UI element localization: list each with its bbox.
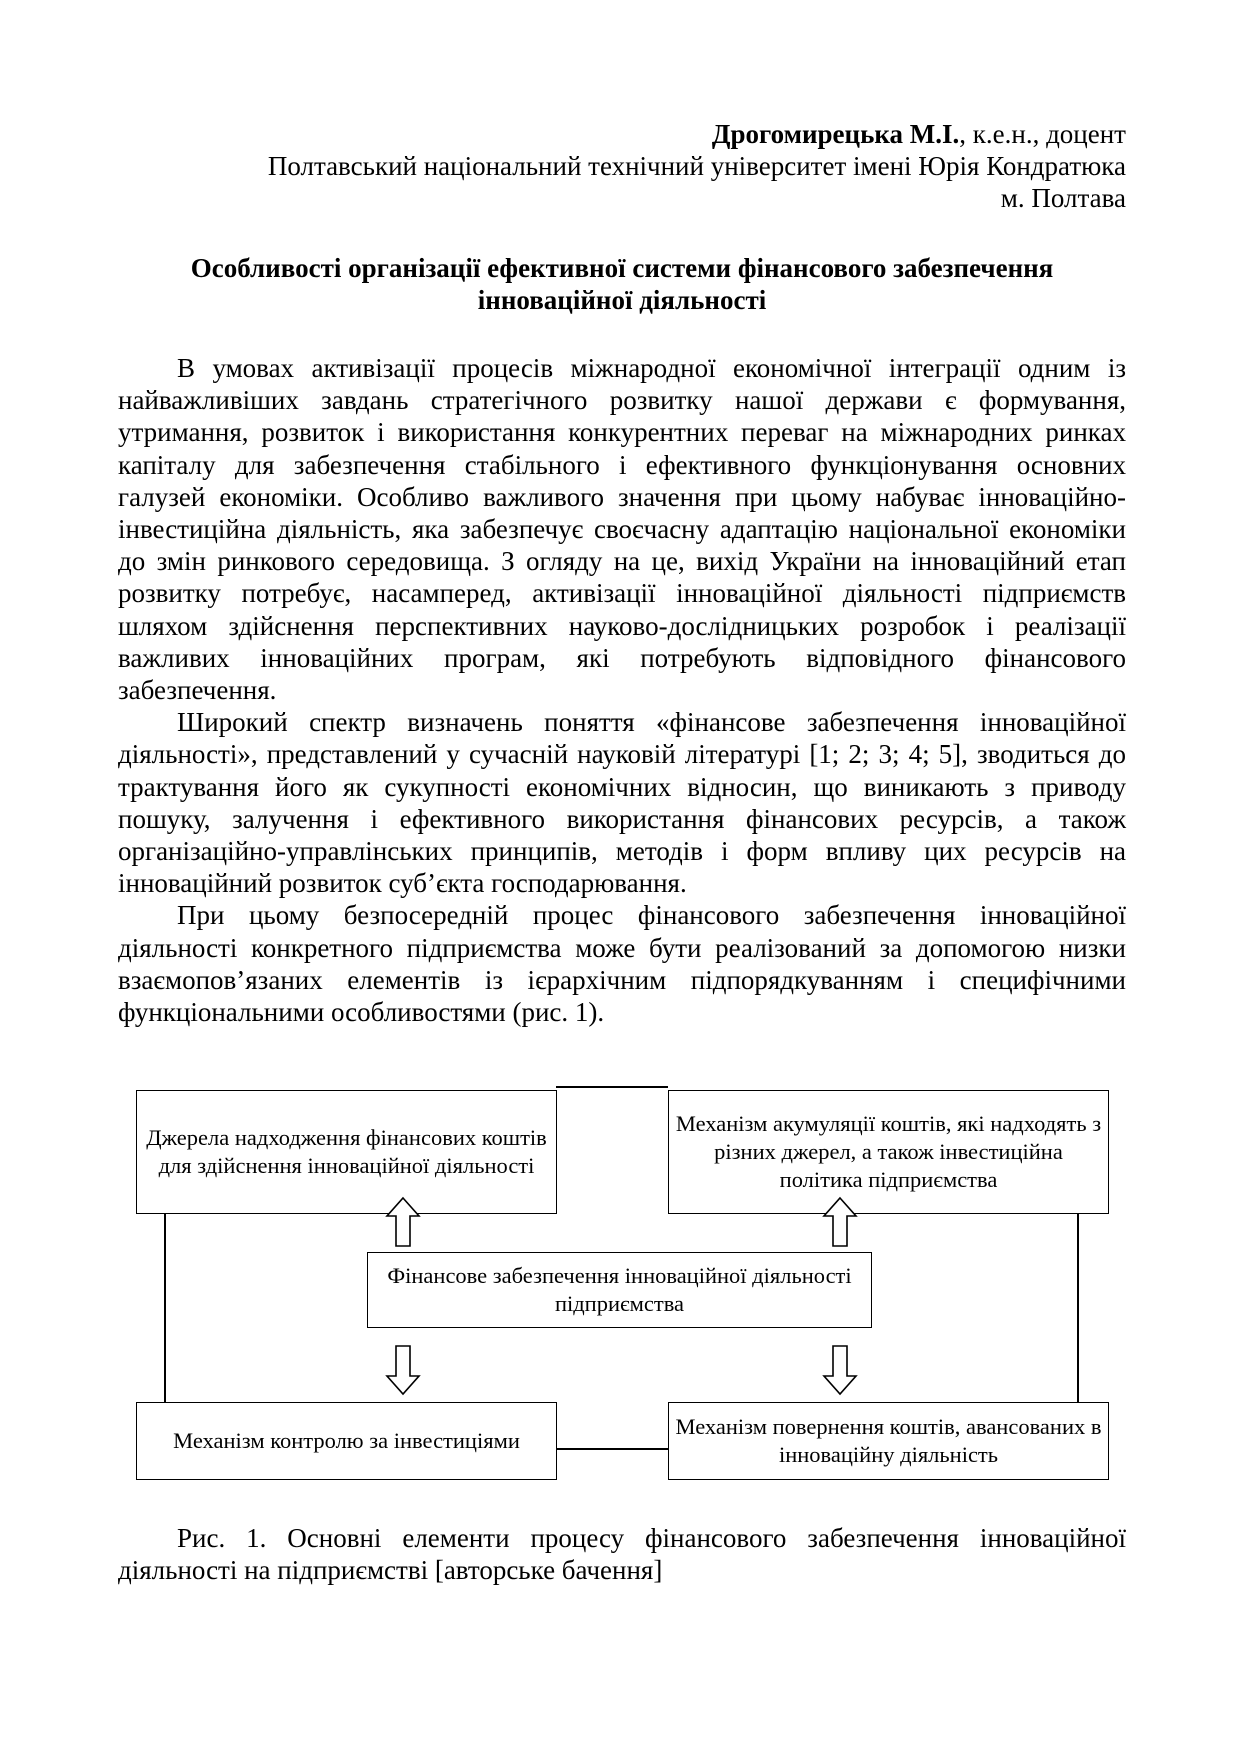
- title-line-2: інноваційної діяльності: [477, 285, 767, 315]
- box-accumulation-mechanism-label: Механізм акумуляції коштів, які надходять з різних джерел, а також інвестиційна політика підприємства: [675, 1111, 1102, 1192]
- down-arrow-icon: [822, 1344, 858, 1396]
- box-funds-return-label: Механізм повернення коштів, авансованих в інноваційну діяльність: [675, 1414, 1102, 1467]
- author-name: Дрогомирецька М.І.: [711, 119, 960, 149]
- connector-right: [1077, 1212, 1079, 1414]
- box-funds-return: [668, 1402, 1109, 1480]
- down-arrow-icon: [385, 1344, 421, 1396]
- connector-top: [556, 1086, 668, 1088]
- box-investment-control-label: Механізм контролю за інвестиціями: [173, 1428, 520, 1453]
- up-arrow-icon: [822, 1196, 858, 1248]
- figure-caption: Рис. 1. Основні елементи процесу фінансового забезпечення інноваційної діяльності на підприємстві [авторське бачення]: [118, 1523, 1126, 1586]
- author-city: м. Полтава: [1000, 183, 1126, 213]
- box-financial-support: [367, 1252, 872, 1328]
- paragraph: В умовах активізації процесів міжнародної економічної інтеграції одним із найважливіших завдань стратегічного розвитку нашої держави є формування, утримання, розвиток і використання конкурентних переваг на міжнародних ринках капіталу для забезпечення стабільного і ефективного функціонування основних галузей економіки. Особливо важливого значення при цьому набуває інноваційно-інвестиційна діяльність, яка забезпечує своєчасну адаптацію національної економіки до змін ринкового середовища. З огляду на це, вихід України на інноваційний етап розвитку потребує, насамперед, активізації інноваційної діяльності підприємств шляхом здійснення перспективних науково-дослідницьких розробок і реалізації важливих інноваційних програм, які потребують відповідного фінансового забезпечення.: [118, 353, 1126, 706]
- title-line-1: Особливості організації ефективної системи фінансового забезпечення: [190, 253, 1054, 283]
- paragraph: Широкий спектр визначень поняття «фінансове забезпечення інноваційної діяльності», представлений у сучасній науковій літературі [1; 2; 3; 4; 5], зводиться до трактування його як сукупності економічних відносин, що виникають з приводу пошуку, залучення і ефективного використання фінансових ресурсів, а також організаційно-управлінських принципів, методів і форм впливу цих ресурсів на інноваційний розвиток суб’єкта господарювання.: [118, 707, 1126, 899]
- connector-bottom: [556, 1448, 668, 1450]
- up-arrow-icon: [385, 1196, 421, 1248]
- box-funding-sources-label: Джерела надходження фінансових коштів для здійснення інноваційної діяльності: [146, 1125, 547, 1178]
- author-credentials: , к.е.н., доцент: [959, 119, 1126, 149]
- paragraph: При цьому безпосередній процес фінансового забезпечення інноваційної діяльності конкретного підприємства може бути реалізований за допомогою низки взаємопов’язаних елементів із ієрархічним підпорядкуванням і специфічними функціональними особливостями (рис. 1).: [118, 900, 1126, 1028]
- box-accumulation-mechanism: [668, 1090, 1109, 1214]
- author-affiliation: Полтавський національний технічний університет імені Юрія Кондратюка: [267, 151, 1126, 181]
- box-financial-support-label: Фінансове забезпечення інноваційної діяльності підприємства: [387, 1263, 852, 1316]
- box-investment-control: [136, 1402, 557, 1480]
- box-funding-sources: [136, 1090, 557, 1214]
- connector-left: [164, 1212, 166, 1414]
